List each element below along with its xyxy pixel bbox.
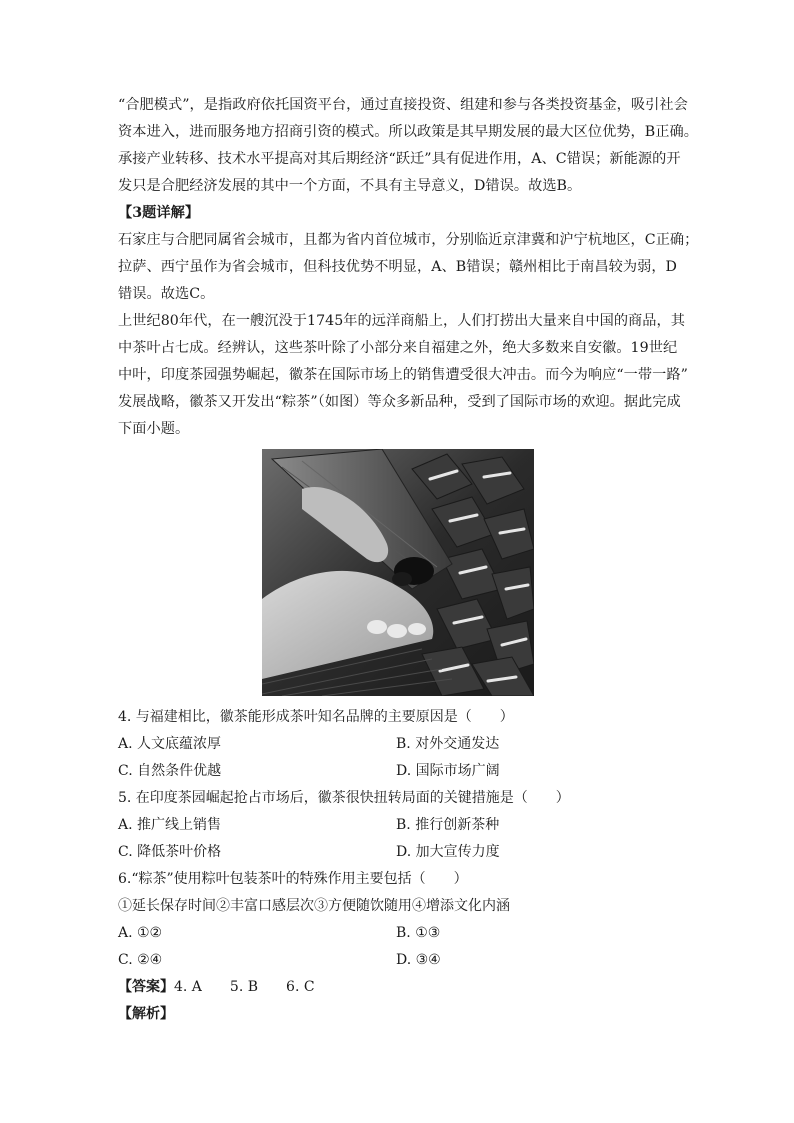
questions-block — [118, 704, 678, 1028]
text-line: 下面小题。 — [118, 421, 190, 437]
option-a: A. ①② — [118, 925, 163, 941]
question-6-sub-items: ①延长保存时间②丰富口感层次③方便随饮随用④增添文化内涵 — [118, 898, 510, 914]
text-line: 承接产业转移、技术水平提高对其后期经济“跃迁”具有促进作用，A、C错误；新能源的开 — [118, 151, 681, 167]
answer-line — [118, 974, 678, 1001]
question-5-options-row-2 — [118, 839, 678, 866]
analysis-label: 【解析】 — [118, 1006, 174, 1022]
option-d: D. 国际市场广阔 — [396, 763, 500, 779]
text-line: “合肥模式”，是指政府依托国资平台，通过直接投资、组建和参与各类投资基金，吸引社会 — [118, 97, 688, 113]
text-line: 中叶，印度茶园强势崛起，徽茶在国际市场上的销售遭受很大冲击。而今为响应“一带一路” — [118, 367, 688, 383]
answer-item: 6. C — [286, 979, 315, 995]
answer-label: 【答案】 — [118, 979, 174, 995]
option-d: D. ③④ — [396, 952, 441, 968]
question-6-options-row-2 — [118, 947, 678, 974]
answer-item: 4. A — [174, 979, 202, 995]
photo-illustration — [262, 449, 534, 696]
answer-item: 5. B — [229, 979, 259, 995]
option-c: C. 自然条件优越 — [118, 763, 222, 779]
option-c: C. 降低茶叶价格 — [118, 844, 222, 860]
zongcha-photo — [262, 449, 534, 696]
option-b: B. ①③ — [396, 925, 441, 941]
question-6-stem: 6.“粽茶”使用粽叶包装茶叶的特殊作用主要包括（ ） — [118, 871, 468, 887]
text-line: 资本进入，进而服务地方招商引资的模式。所以政策是其早期发展的最大区位优势，B正确。 — [118, 124, 698, 140]
option-b: B. 推行创新茶种 — [396, 817, 500, 833]
text-line: 石家庄与合肥同属省会城市，且都为省内首位城市，分别临近京津冀和沪宁杭地区，C正确； — [118, 232, 699, 248]
option-a: A. 人文底蕴浓厚 — [118, 736, 222, 752]
option-b: B. 对外交通发达 — [396, 736, 500, 752]
text-line: 错误。故选C。 — [118, 286, 215, 302]
top-paragraph — [118, 92, 699, 443]
question-4-options-row-1 — [118, 731, 678, 758]
option-a: A. 推广线上销售 — [118, 817, 222, 833]
option-d: D. 加大宣传力度 — [396, 844, 500, 860]
q3-heading: 【3题详解】 — [118, 205, 200, 221]
option-c: C. ②④ — [118, 952, 163, 968]
text-line: 中茶叶占七成。经辨认，这些茶叶除了小部分来自福建之外，绝大多数来自安徽。19世纪 — [118, 340, 678, 356]
question-6-options-row-1 — [118, 920, 678, 947]
question-4-stem: 4. 与福建相比，徽茶能形成茶叶知名品牌的主要原因是（ ） — [118, 709, 514, 725]
text-line: 发只是合肥经济发展的其中一个方面，不具有主导意义，D错误。故选B。 — [118, 178, 582, 194]
text-line: 拉萨、西宁虽作为省会城市，但科技优势不明显，A、B错误；赣州相比于南昌较为弱，D — [118, 259, 677, 275]
question-5-options-row-1 — [118, 812, 678, 839]
text-line: 发展战略，徽茶又开发出“粽茶”（如图）等众多新品种，受到了国际市场的欢迎。据此完成 — [118, 394, 681, 410]
question-4-options-row-2 — [118, 758, 678, 785]
text-line: 上世纪80年代，在一艘沉没于1745年的远洋商船上，人们打捞出大量来自中国的商品，其 — [118, 313, 686, 329]
question-5-stem: 5. 在印度茶园崛起抢占市场后，徽茶很快扭转局面的关键措施是（ ） — [118, 790, 570, 806]
